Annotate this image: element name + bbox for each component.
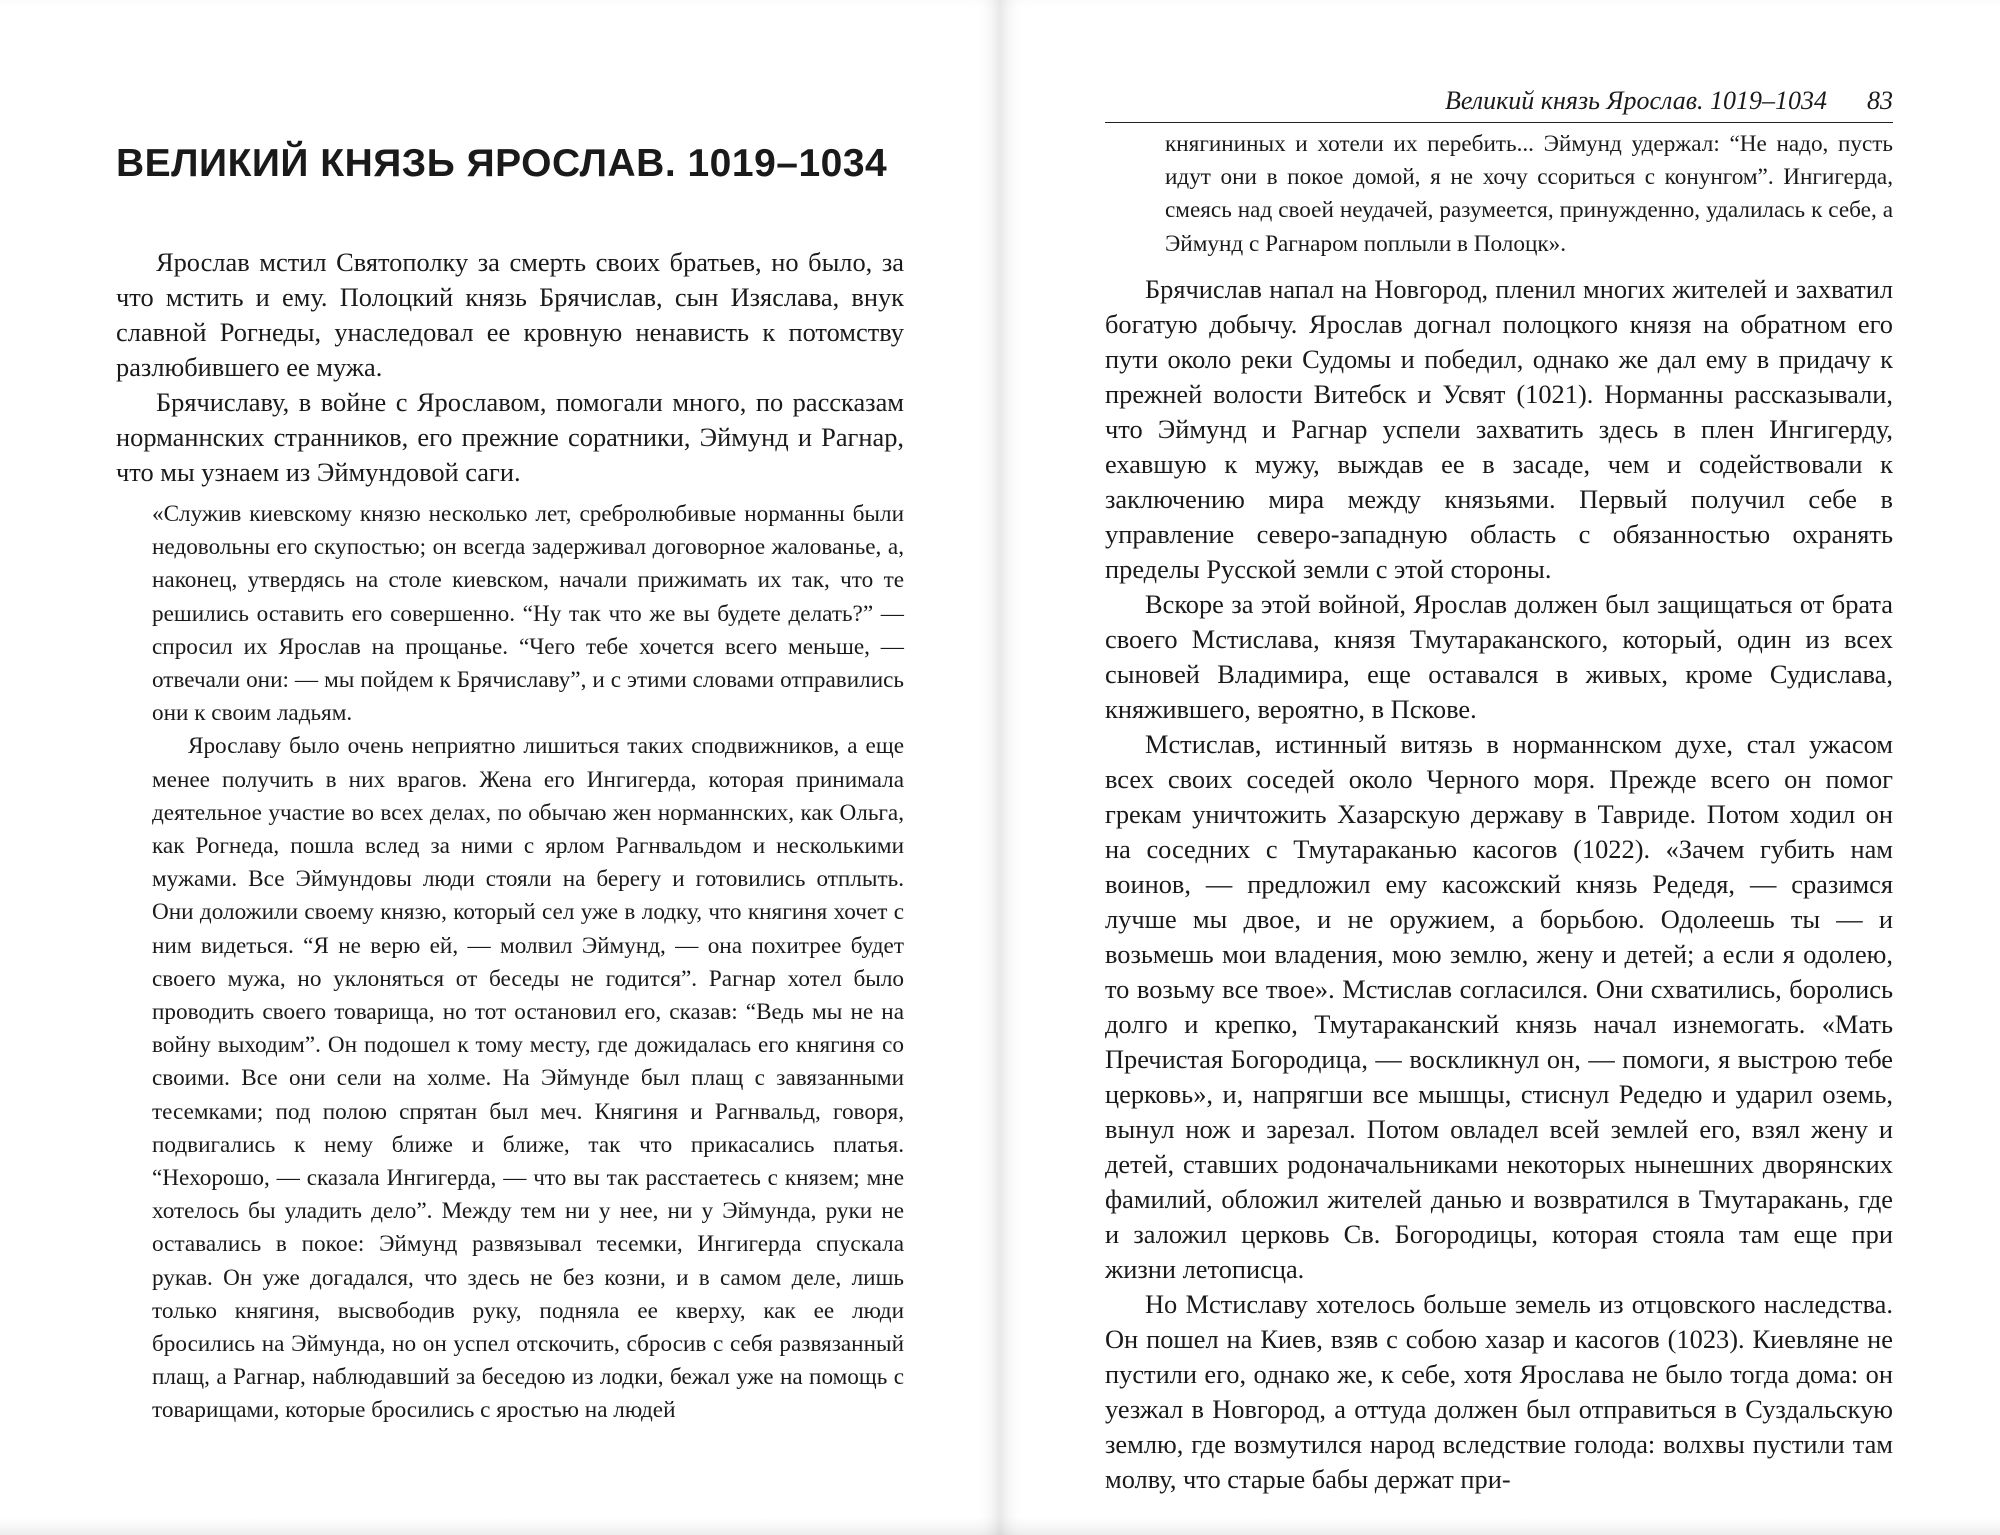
paragraph: Вскоре за этой войной, Ярослав должен был защищаться от брата своего Мстислава, князя Тмутараканского, который, один из всех сыновей Владимира, еще оставался в живых, кроме Судислава, княжившего, вероятно, в Пскове. [1105, 588, 1893, 724]
paragraph: Мстислав, истинный витязь в норманнском духе, стал ужасом всех своих соседей около Черного моря. Прежде всего он помог грекам уничтожить Хазарскую державу в Тавриде. Потом ходил он на соседних с Тмутараканью касогов (1022). «Зачем губить нам воинов, — предложил ему касожский князь Редедя, — сразимся лучше мы двое, и не оружием, а борьбою. Одолеешь ты — и возьмешь мои владения, мою землю, жену и детей; а если я одолею, то возьму все твое». Мстислав согласился. Они схватились, боролись долго и крепко, Тмутараканский князь начал изнемогать. «Мать Пречистая Богородица, — воскликнул он, — помоги, я выстрою тебе церковь», и, напрягши все мышцы, стиснул Редедю и ударил оземь, вынул нож и зарезал. Потом овладел всей землей его, взял жену и детей, ставших родоначальниками некоторых нынешних дворянских фамилий, обложил жителей данью и возвратился в Тмутаракань, где и заложил церковь Св. Богородицы, которая стояла там еще при жизни летописца. [1105, 728, 1893, 1284]
quote-paragraph: «Служив киевскому князю несколько лет, сребролюбивые норманны были недовольны его скупостью; он всегда задерживал договорное жалованье, а, наконец, утвердясь на столе киевском, начали прижимать их так, что те решились оставить его совершенно. “Ну так что же вы будете делать?” — спросил их Ярослав на прощанье. “Чего тебе хочется всего меньше, — отвечали они: — мы пойдем к Брячиславу”, и с этими словами отправились они к своим ладьям. [152, 501, 904, 727]
paragraph: Брячислав напал на Новгород, пленил многих жителей и захватил богатую добычу. Ярослав догнал полоцкого князя на обратном его пути около реки Судомы и победил, однако же дал ему в придачу к прежней волости Витебск и Усвят (1021). Норманны рассказывали, что Эймунд и Рагнар успели захватить здесь в плен Ингигерду, ехавшую к мужу, выждав ее в засаде, чем и содействовали к заключению мира между князьями. Первый получил себе в управление северо-западную область с обязанностью охранять пределы Русской земли с этой стороны. [1105, 273, 1893, 584]
paragraph: Брячиславу, в войне с Ярославом, помогали много, по рассказам норманнских странников, его прежние соратники, Эймунд и Рагнар, что мы узнаем из Эймундовой саги. [116, 387, 904, 487]
paragraph: Но Мстиславу хотелось больше земель из отцовского наследства. Он пошел на Киев, взяв с собою хазар и касогов (1023). Киевляне не пустили его, однако же, к себе, хотя Ярослава не было тогда дома: он уезжал в Новгород, а оттуда должен был отправиться в Суздальскую землю, где возмутился народ вследствие голода: волхвы пустили там молву, что старые бабы держат при- [1105, 1288, 1893, 1494]
running-head [1105, 82, 1893, 123]
chapter-title: ВЕЛИКИЙ КНЯЗЬ ЯРОСЛАВ. 1019–1034 [116, 142, 888, 185]
paragraph: Ярослав мстил Святополку за смерть своих братьев, но было, за что мстить и ему. Полоцкий князь Брячислав, сын Изяслава, внук славной Рогнеды, унаследовал ее кровную ненависть к потомству разлюбившего ее мужа. [116, 247, 904, 382]
running-title: Великий князь Ярослав. 1019–1034 [1445, 86, 1827, 115]
page-number: 83 [1867, 86, 1893, 115]
left-page-text [116, 245, 904, 1428]
right-page-text [1105, 128, 1893, 1497]
quote-continuation: княгининых и хотели их перебить... Эймунд удержал: “Не надо, пусть идут они в покое домой, я не хочу ссориться с конунгом”. Ингигерда, смеясь над своей неудачей, разумеется, принужденно, удалилась к себе, а Эймунд с Рагнаром поплыли в Полоцк». [1165, 131, 1893, 257]
quote-paragraph: Ярославу было очень неприятно лишиться таких сподвижников, а еще менее получить в них врагов. Жена его Ингигерда, которая принимала деятельное участие во всех делах, по обычаю жен норманнских, как Ольга, как Рогнеда, пошла вслед за ними с ярлом Рагнвальдом и несколькими мужами. Все Эймундовы люди стояли на берегу и готовились отплыть. Они доложили своему князю, который сел уже в лодку, что княгиня хочет с ним видеться. “Я не верю ей, — молвил Эймунд, — она похитрее будет своего мужа, но уклоняться от беседы не годится”. Рагнар хотел было проводить своего товарища, но тот остановил его, сказав: “Ведь мы не на войну выходим”. Он подошел к тому месту, где дожидалась его княгиня со своими. Все они сели на холме. На Эймунде был плащ с завязанными тесемками; под полою спрятан был меч. Княгиня и Рагнвальд, говоря, подвигались к нему ближе и ближе, так что прикасались платья. “Нехорошо, — сказала Ингигерда, — что вы так расстаетесь с князем; мне хотелось бы уладить дело”. Между тем ни у нее, ни у Эймунда, руки не оставались в покое: Эймунд развязывал тесемки, Ингигерда спускала рукав. Он уже догадался, что здесь не без козни, и в самом деле, лишь только княгиня, высвободив руку, подняла ее кверху, как ее люди бросились на Эймунда, но он успел отскочить, сбросив с себя развязанный плащ, а Рагнар, наблюдавший за беседою из лодки, бежал уже на помощь с товарищами, которые бросились с яростью на людей [152, 733, 904, 1424]
